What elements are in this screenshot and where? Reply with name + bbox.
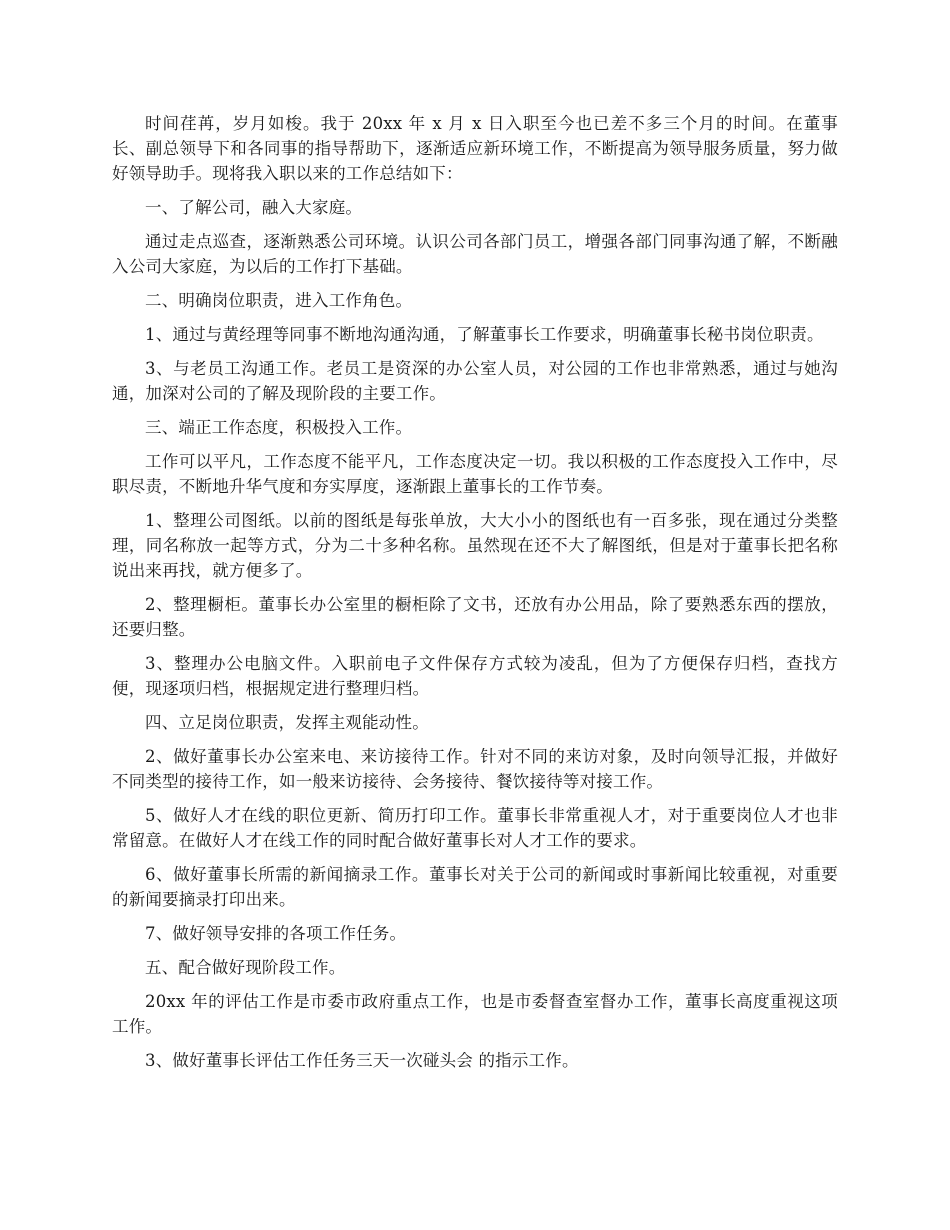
paragraph: 3、整理办公电脑文件。入职前电子文件保存方式较为凌乱，但为了方便保存归档，查找方便，现逐项归档，根据规定进行整理归档。 xyxy=(112,654,838,698)
paragraph: 3、与老员工沟通工作。老员工是资深的办公室人员，对公园的工作也非常熟悉，通过与她沟通，加深对公司的了解及现阶段的主要工作。 xyxy=(112,359,838,403)
paragraph: 6、做好董事长所需的新闻摘录工作。董事长对关于公司的新闻或时事新闻比较重视，对重要的新闻要摘录打印出来。 xyxy=(112,865,838,909)
paragraph: 3、做好董事长评估工作任务三天一次碰头会 的指示工作。 xyxy=(145,1051,579,1070)
heading-section-5: 五、配合做好现阶段工作。 xyxy=(145,958,346,977)
paragraph: 工作可以平凡，工作态度不能平凡，工作态度决定一切。我以积极的工作态度投入工作中，尽职尽责，不断地升华气度和夯实厚度，逐渐跟上董事长的工作节奏。 xyxy=(112,452,838,496)
paragraph: 1、通过与黄经理等同事不断地沟通沟通，了解董事长工作要求，明确董事长秘书岗位职责。 xyxy=(145,325,824,344)
heading-section-4: 四、立足岗位职责，发挥主观能动性。 xyxy=(145,713,429,732)
paragraph: 通过走点巡查，逐渐熟悉公司环境。认识公司各部门员工，增强各部门同事沟通了解，不断融入公司大家庭，为以后的工作打下基础。 xyxy=(112,232,838,276)
heading-section-1: 一、了解公司，融入大家庭。 xyxy=(145,198,363,217)
paragraph-intro: 时间荏苒，岁月如梭。我于 20xx 年 x 月 x 日入职至今也已差不多三个月的时间。在董事长、副总领导下和各同事的指导帮助下，逐渐适应新环境工作，不断提高为领导服务质量，努力做好领导助手。现将我入职以来的工作总结如下： xyxy=(112,114,838,183)
heading-section-3: 三、端正工作态度，积极投入工作。 xyxy=(145,418,413,437)
document-body xyxy=(112,111,838,1082)
paragraph: 7、做好领导安排的各项工作任务。 xyxy=(145,924,407,943)
paragraph: 5、做好人才在线的职位更新、简历打印工作。董事长非常重视人才，对于重要岗位人才也非常留意。在做好人才在线工作的同时配合做好董事长对人才工作的要求。 xyxy=(112,806,838,850)
heading-section-2: 二、明确岗位职责，进入工作角色。 xyxy=(145,291,413,310)
paragraph: 20xx 年的评估工作是市委市政府重点工作，也是市委督查室督办工作，董事长高度重视这项工作。 xyxy=(112,992,838,1036)
paragraph: 1、整理公司图纸。以前的图纸是每张单放，大大小小的图纸也有一百多张，现在通过分类整理，同名称放一起等方式，分为二十多种名称。虽然现在还不大了解图纸，但是对于董事长把名称说出来再找，就方便多了。 xyxy=(112,511,838,580)
paragraph: 2、做好董事长办公室来电、来访接待工作。针对不同的来访对象，及时向领导汇报，并做好不同类型的接待工作，如一般来访接待、会务接待、餐饮接待等对接工作。 xyxy=(112,747,838,791)
paragraph: 2、整理橱柜。董事长办公室里的橱柜除了文书，还放有办公用品，除了要熟悉东西的摆放，还要归整。 xyxy=(112,595,838,639)
